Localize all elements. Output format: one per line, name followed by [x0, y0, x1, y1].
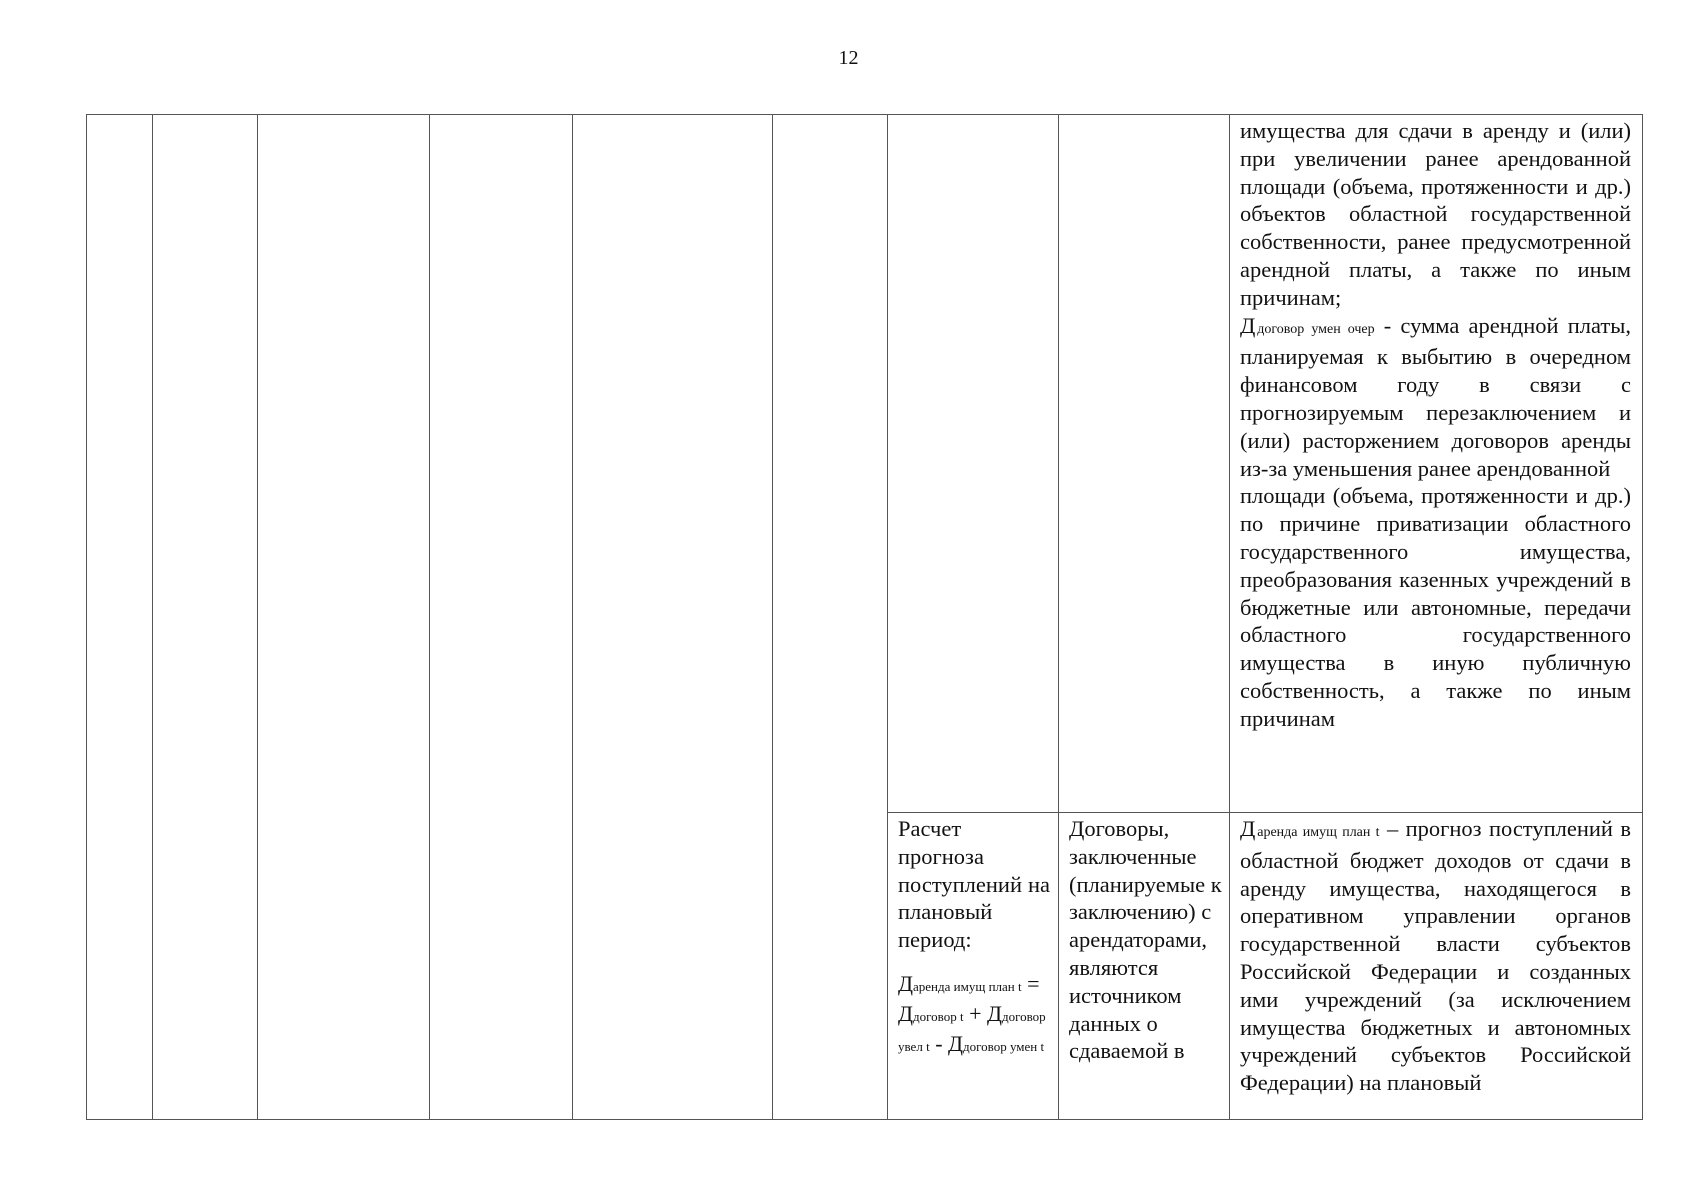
formula-operator: + — [963, 1000, 987, 1026]
page-number: 12 — [838, 47, 859, 69]
description-part1: имущества для сдачи в аренду и (или) при увеличении ранее арендованной площади (объема, протяженности и др.) объектов областной государственной собственности, ранее предусмотренной арендной платы, а также по иным причинам; — [1240, 118, 1631, 310]
formula-subscript: договор умен t — [963, 1038, 1045, 1054]
variable-symbol: Д — [1240, 816, 1256, 841]
description-part2: - сумма арендной платы, планируемая к выбытию в очередном финансовом году в связи с прогнозируемым перезаключением и (или) расторжением договоров аренды из-за уменьшения ранее арендованной — [1240, 312, 1631, 481]
table-cell-col5 — [573, 115, 773, 1120]
calc-title: Расчет прогноза поступлений на плановый период: — [898, 816, 1050, 953]
formula-operator: - — [929, 1030, 949, 1056]
table-row — [87, 115, 1643, 813]
formula-subscript: договор увел t — [898, 1008, 1046, 1054]
formula-subscript: договор t — [913, 1008, 964, 1024]
source-text: Договоры, заключенные (планируемые к заключению) с арендаторами, являются источником данных о сдаваемой в — [1069, 816, 1222, 1064]
formula — [898, 970, 1050, 1060]
table-cell-source-upper — [1059, 115, 1230, 813]
variable-subscript: договор умен очер — [1257, 321, 1375, 337]
table-cell-col6 — [773, 115, 888, 1120]
table-cell-col1 — [87, 115, 153, 1120]
table-cell-description-upper — [1230, 115, 1643, 813]
table-cell-calc — [888, 813, 1059, 1120]
variable-subscript: аренда имущ план t — [1257, 825, 1380, 840]
description-text — [1230, 813, 1642, 1097]
description-body: – прогноз поступлений в областной бюджет доходов от сдачи в аренду имущества, находящегося в оперативном управлении органов государственной власти субъектов Российской Федерации и созданных ими учреждений (за исключением имущества бюджетных и автономных учреждений субъектов Российской Федерации) на плановый — [1240, 816, 1632, 1096]
table-cell-col3 — [258, 115, 430, 1120]
table-cell-source — [1059, 813, 1230, 1120]
formula-term: Д — [898, 970, 914, 996]
description-part3: площади (объема, протяженности и др.) по причине приватизации областного государственного имущества, преобразования казенных учреждений в бюджетные или автономные, передачи областного государственного имущества в иную публичную собственность, а также по иным причинам — [1240, 483, 1631, 731]
formula-term: Д — [898, 1000, 914, 1026]
table-cell-col4 — [430, 115, 573, 1120]
description-text — [1230, 115, 1642, 733]
table-cell-calc-upper — [888, 115, 1059, 813]
formula-operator: = — [1021, 970, 1040, 996]
methodology-table — [86, 114, 1643, 1120]
calc-text — [888, 813, 1058, 1060]
formula-term: Д — [948, 1030, 964, 1056]
formula-term: Д — [986, 1000, 1002, 1026]
table-cell-col2 — [153, 115, 258, 1120]
variable-symbol: Д — [1240, 312, 1256, 338]
formula-subscript: аренда имущ план t — [913, 978, 1022, 994]
table-cell-description — [1230, 813, 1643, 1120]
